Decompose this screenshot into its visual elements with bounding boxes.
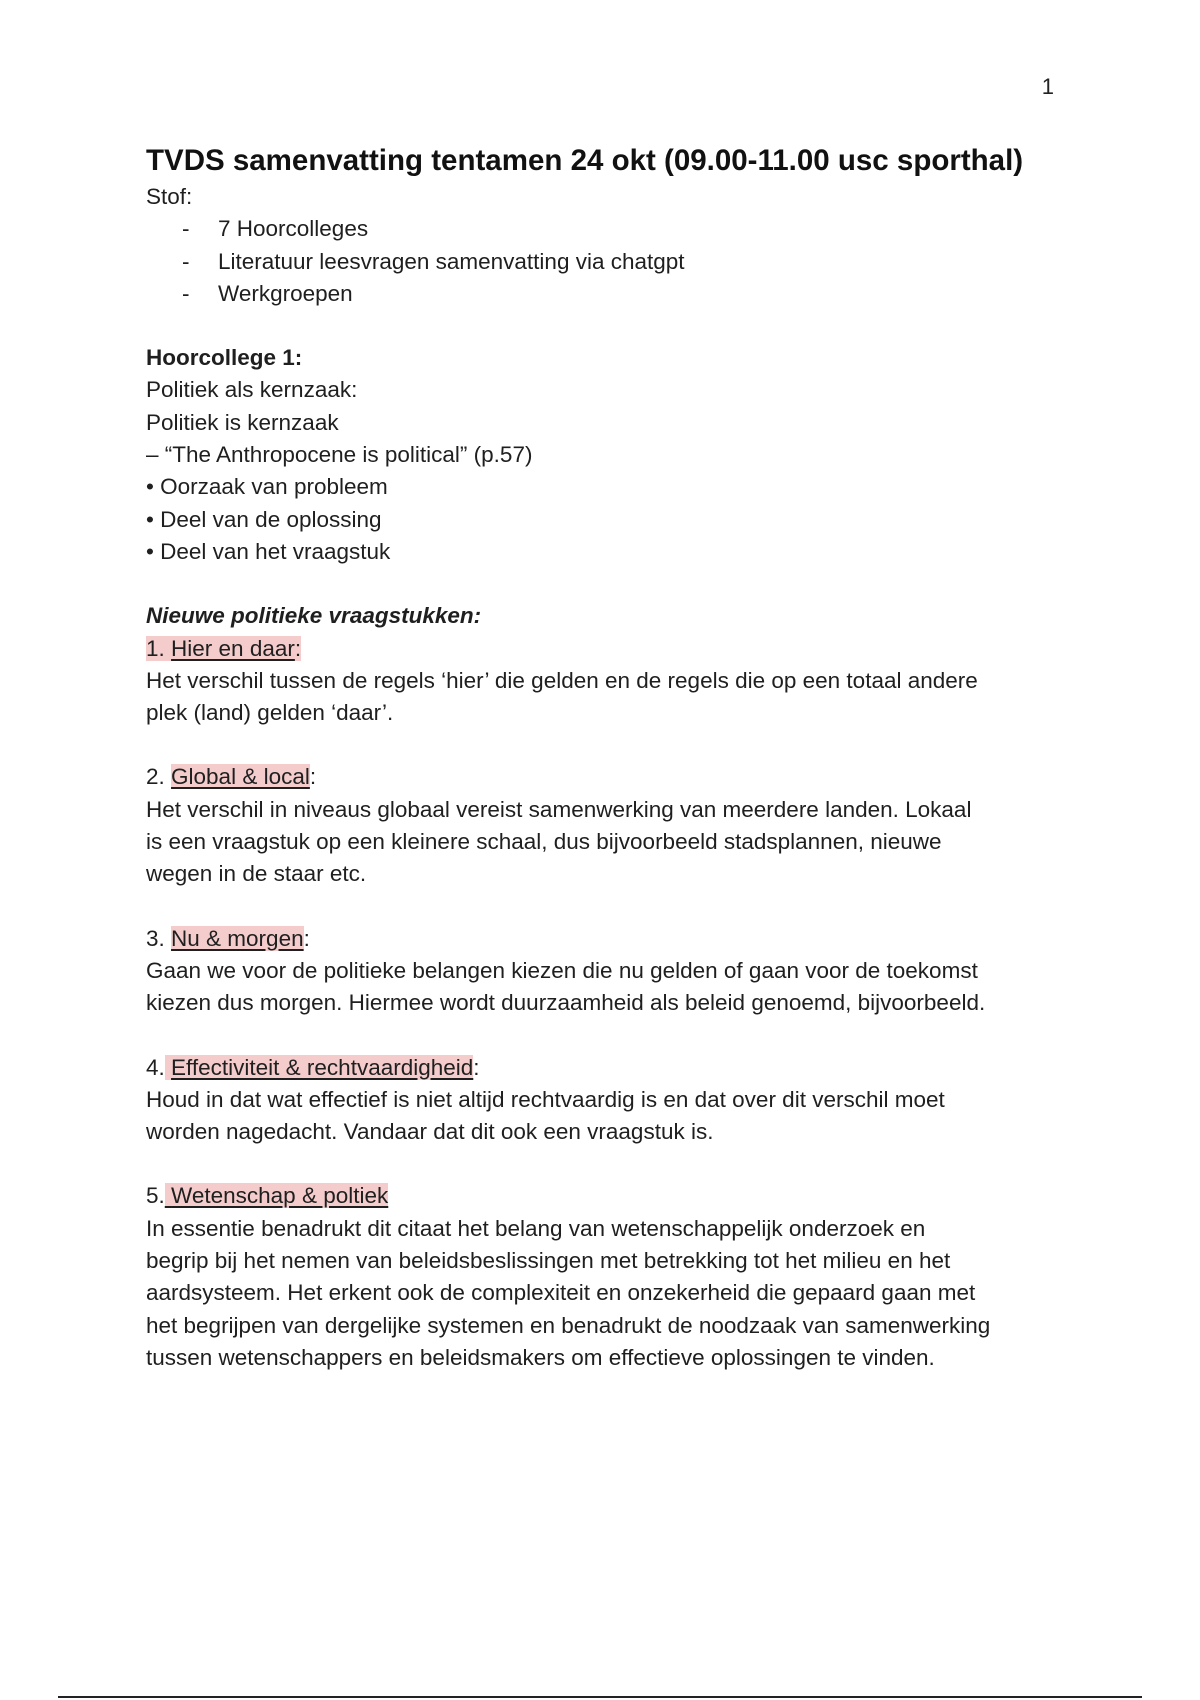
hoorcollege-heading: Hoorcollege 1: (146, 345, 303, 371)
document-title: TVDS samenvatting tentamen 24 okt (09.00-11.00 usc sporthal) (146, 144, 1024, 177)
vraagstuk-item-2 (146, 761, 1066, 890)
text-line: • Oorzaak van probleem (146, 474, 388, 500)
text-line: plek (land) gelden ‘daar’. (146, 700, 394, 726)
text-line: • Deel van de oplossing (146, 506, 382, 532)
vraagstuk-label: Wetenschap & poltiek (171, 1183, 389, 1209)
vraagstuk-item-1 (146, 633, 1066, 730)
vraagstuk-item-4 (146, 1052, 1066, 1149)
vraagstuk-label: Hier en daar (171, 635, 295, 661)
vraagstuk-number: 4. (146, 1054, 165, 1080)
vraagstuk-number: 5. (146, 1183, 165, 1209)
vraagstukken-heading: Nieuwe politieke vraagstukken: (146, 603, 482, 629)
text-line: het begrijpen van dergelijke systemen en benadrukt de noodzaak van samenwerking (146, 1312, 991, 1338)
vraagstuk-label: Effectiviteit & rechtvaardigheid (171, 1054, 474, 1080)
dash-bullet: - (182, 280, 190, 306)
vraagstuk-heading: 4. Effectiviteit & rechtvaardigheid: (146, 1054, 480, 1080)
list-item: - 7 Hoorcolleges (146, 213, 1066, 245)
dash-bullet: - (182, 216, 190, 242)
vraagstuk-heading: 1. Hier en daar: (146, 635, 302, 661)
vraagstuk-item-3 (146, 923, 1066, 1020)
text-line: is een vraagstuk op een kleinere schaal, dus bijvoorbeeld stadsplannen, nieuwe (146, 829, 942, 855)
text-line: Politiek is kernzaak (146, 409, 339, 435)
vraagstuk-number: 3. (146, 925, 165, 951)
text-line: Gaan we voor de politieke belangen kiezen die nu gelden of gaan voor de toekomst (146, 957, 978, 983)
text-line: In essentie benadrukt dit citaat het belang van wetenschappelijk onderzoek en (146, 1215, 926, 1241)
list-item: - Literatuur leesvragen samenvatting via chatgpt (146, 246, 1066, 278)
text-line: Het verschil in niveaus globaal vereist samenwerking van meerdere landen. Lokaal (146, 796, 972, 822)
vraagstuk-label: Global & local (171, 764, 310, 790)
text-line: – “The Anthropocene is political” (p.57) (146, 442, 533, 468)
vraagstuk-number: 2. (146, 764, 165, 790)
stof-list (146, 213, 1066, 310)
text-line: worden nagedacht. Vandaar dat dit ook een vraagstuk is. (146, 1119, 714, 1145)
text-line: Politiek als kernzaak: (146, 377, 358, 403)
text-line: Het verschil tussen de regels ‘hier’ die gelden en de regels die op een totaal andere (146, 667, 978, 693)
page-bottom-divider (58, 1696, 1142, 1698)
vraagstuk-heading: 2. Global & local: (146, 764, 317, 790)
dash-bullet: - (182, 248, 190, 274)
text-line: • Deel van het vraagstuk (146, 538, 391, 564)
text-line: wegen in de staar etc. (146, 861, 367, 887)
text-line: kiezen dus morgen. Hiermee wordt duurzaamheid als beleid genoemd, bijvoorbeeld. (146, 990, 986, 1016)
text-line: begrip bij het nemen van beleidsbeslissingen met betrekking tot het milieu en het (146, 1248, 951, 1274)
text-line: Houd in dat wat effectief is niet altijd rechtvaardig is en dat over dit verschil moet (146, 1086, 945, 1112)
text-line: tussen wetenschappers en beleidsmakers om effectieve oplossingen te vinden. (146, 1344, 935, 1370)
stof-label: Stof: (146, 184, 193, 209)
document-body (146, 143, 1066, 1374)
text-line: aardsysteem. Het erkent ook de complexiteit en onzekerheid die gepaard gaan met (146, 1280, 976, 1306)
page-number: 1 (1041, 74, 1054, 99)
vraagstuk-number: 1. (146, 635, 165, 661)
vraagstuk-item-5 (146, 1180, 1066, 1374)
vraagstuk-heading (146, 1180, 1066, 1212)
vraagstuk-heading: 3. Nu & morgen: (146, 925, 310, 951)
vraagstuk-label: Nu & morgen (171, 925, 304, 951)
list-item: - Werkgroepen (146, 278, 1066, 310)
